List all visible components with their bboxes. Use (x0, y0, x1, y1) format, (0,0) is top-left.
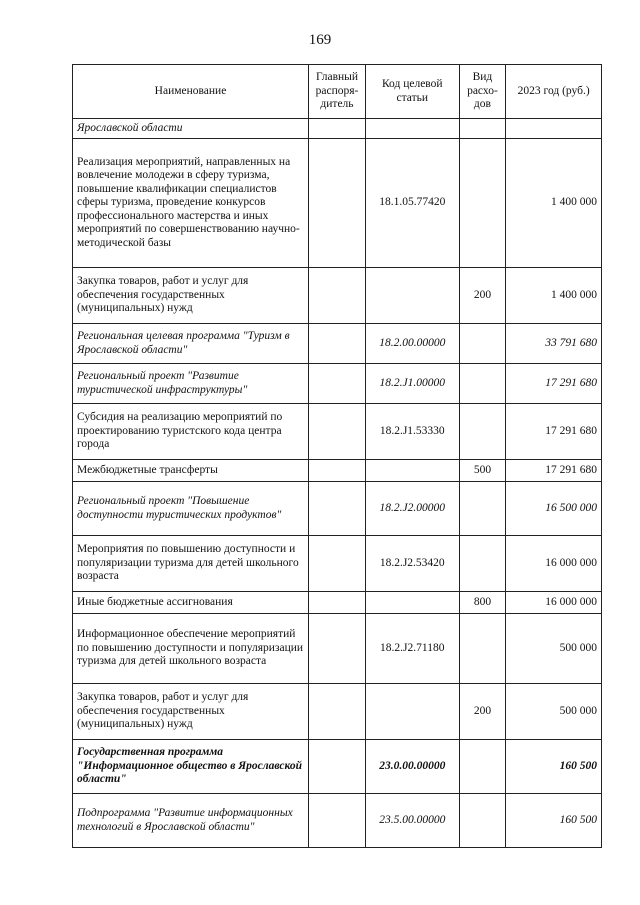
cell-code: 18.2.J2.53420 (365, 536, 459, 592)
header-admin: Главный распоря-дитель (309, 65, 366, 119)
cell-code: 18.2.J2.00000 (365, 482, 459, 536)
cell-type (459, 482, 506, 536)
cell-amount: 160 500 (506, 794, 602, 848)
cell-code: 23.5.00.00000 (365, 794, 459, 848)
cell-code: 18.2.J1.53330 (365, 404, 459, 460)
cell-admin (309, 740, 366, 794)
cell-name: Реализация мероприятий, направленных на вовлечение молодежи в сферу туризма, повышение квалификации специалистов сферы туризма, проведение конкурсов профессионального мастерства и иных мероприятий по совершенствованию научно-методической базы (73, 139, 309, 268)
header-type: Вид расхо-дов (459, 65, 506, 119)
table-row (73, 592, 602, 614)
table-row (73, 404, 602, 460)
cell-type (459, 139, 506, 268)
cell-admin (309, 460, 366, 482)
cell-amount: 16 500 000 (506, 482, 602, 536)
cell-amount: 16 000 000 (506, 592, 602, 614)
table-row (73, 324, 602, 364)
cell-admin (309, 139, 366, 268)
cell-type: 200 (459, 684, 506, 740)
cell-admin (309, 482, 366, 536)
cell-type (459, 536, 506, 592)
page-number: 169 (308, 32, 332, 48)
cell-amount: 500 000 (506, 614, 602, 684)
cell-admin (309, 268, 366, 324)
cell-amount: 1 400 000 (506, 139, 602, 268)
cell-admin (309, 536, 366, 592)
cell-amount: 1 400 000 (506, 268, 602, 324)
cell-amount (506, 119, 602, 139)
cell-name: Ярославской области (73, 119, 309, 139)
table-row (73, 684, 602, 740)
cell-name: Субсидия на реализацию мероприятий по проектированию туристского кода центра города (73, 404, 309, 460)
cell-name: Закупка товаров, работ и услуг для обеспечения государственных (муниципальных) нужд (73, 684, 309, 740)
cell-amount: 160 500 (506, 740, 602, 794)
cell-admin (309, 404, 366, 460)
cell-code: 18.1.05.77420 (365, 139, 459, 268)
cell-name: Информационное обеспечение мероприятий по повышению доступности и популяризации туризма для детей школьного возраста (73, 614, 309, 684)
header-name: Наименование (73, 65, 309, 119)
cell-type: 800 (459, 592, 506, 614)
cell-amount: 500 000 (506, 684, 602, 740)
table-row (73, 794, 602, 848)
cell-code (365, 268, 459, 324)
cell-amount: 16 000 000 (506, 536, 602, 592)
cell-name: Межбюджетные трансферты (73, 460, 309, 482)
cell-code: 18.2.J1.00000 (365, 364, 459, 404)
table-row (73, 482, 602, 536)
table-row (73, 536, 602, 592)
table-body (73, 119, 602, 848)
cell-amount: 17 291 680 (506, 364, 602, 404)
table-header-row (73, 65, 602, 119)
table-row (73, 268, 602, 324)
cell-type (459, 324, 506, 364)
cell-type (459, 614, 506, 684)
cell-name: Региональный проект "Повышение доступности туристических продуктов" (73, 482, 309, 536)
cell-admin (309, 794, 366, 848)
cell-amount: 17 291 680 (506, 404, 602, 460)
table-row (73, 119, 602, 139)
cell-code: 18.2.J2.71180 (365, 614, 459, 684)
cell-type (459, 794, 506, 848)
cell-type (459, 364, 506, 404)
cell-code (365, 684, 459, 740)
cell-admin (309, 592, 366, 614)
cell-type: 500 (459, 460, 506, 482)
table-row (73, 614, 602, 684)
cell-type (459, 404, 506, 460)
cell-admin (309, 684, 366, 740)
cell-type (459, 119, 506, 139)
table-row (73, 460, 602, 482)
cell-admin (309, 364, 366, 404)
table-row (73, 740, 602, 794)
cell-type (459, 740, 506, 794)
header-code: Код целевой статьи (365, 65, 459, 119)
cell-admin (309, 614, 366, 684)
cell-name: Региональный проект "Развитие туристической инфраструктуры" (73, 364, 309, 404)
cell-code: 18.2.00.00000 (365, 324, 459, 364)
header-amount: 2023 год (руб.) (506, 65, 602, 119)
cell-amount: 17 291 680 (506, 460, 602, 482)
cell-code: 23.0.00.00000 (365, 740, 459, 794)
cell-name: Закупка товаров, работ и услуг для обеспечения государственных (муниципальных) нужд (73, 268, 309, 324)
table-row (73, 364, 602, 404)
budget-table (72, 64, 602, 848)
cell-code (365, 460, 459, 482)
cell-name: Государственная программа "Информационное общество в Ярославской области" (73, 740, 309, 794)
cell-name: Региональная целевая программа "Туризм в Ярославской области" (73, 324, 309, 364)
cell-admin (309, 324, 366, 364)
cell-admin (309, 119, 366, 139)
cell-code (365, 119, 459, 139)
cell-name: Мероприятия по повышению доступности и популяризации туризма для детей школьного возраста (73, 536, 309, 592)
cell-name: Подпрограмма "Развитие информационных технологий в Ярославской области" (73, 794, 309, 848)
table-row (73, 139, 602, 268)
cell-amount: 33 791 680 (506, 324, 602, 364)
cell-code (365, 592, 459, 614)
cell-name: Иные бюджетные ассигнования (73, 592, 309, 614)
cell-type: 200 (459, 268, 506, 324)
